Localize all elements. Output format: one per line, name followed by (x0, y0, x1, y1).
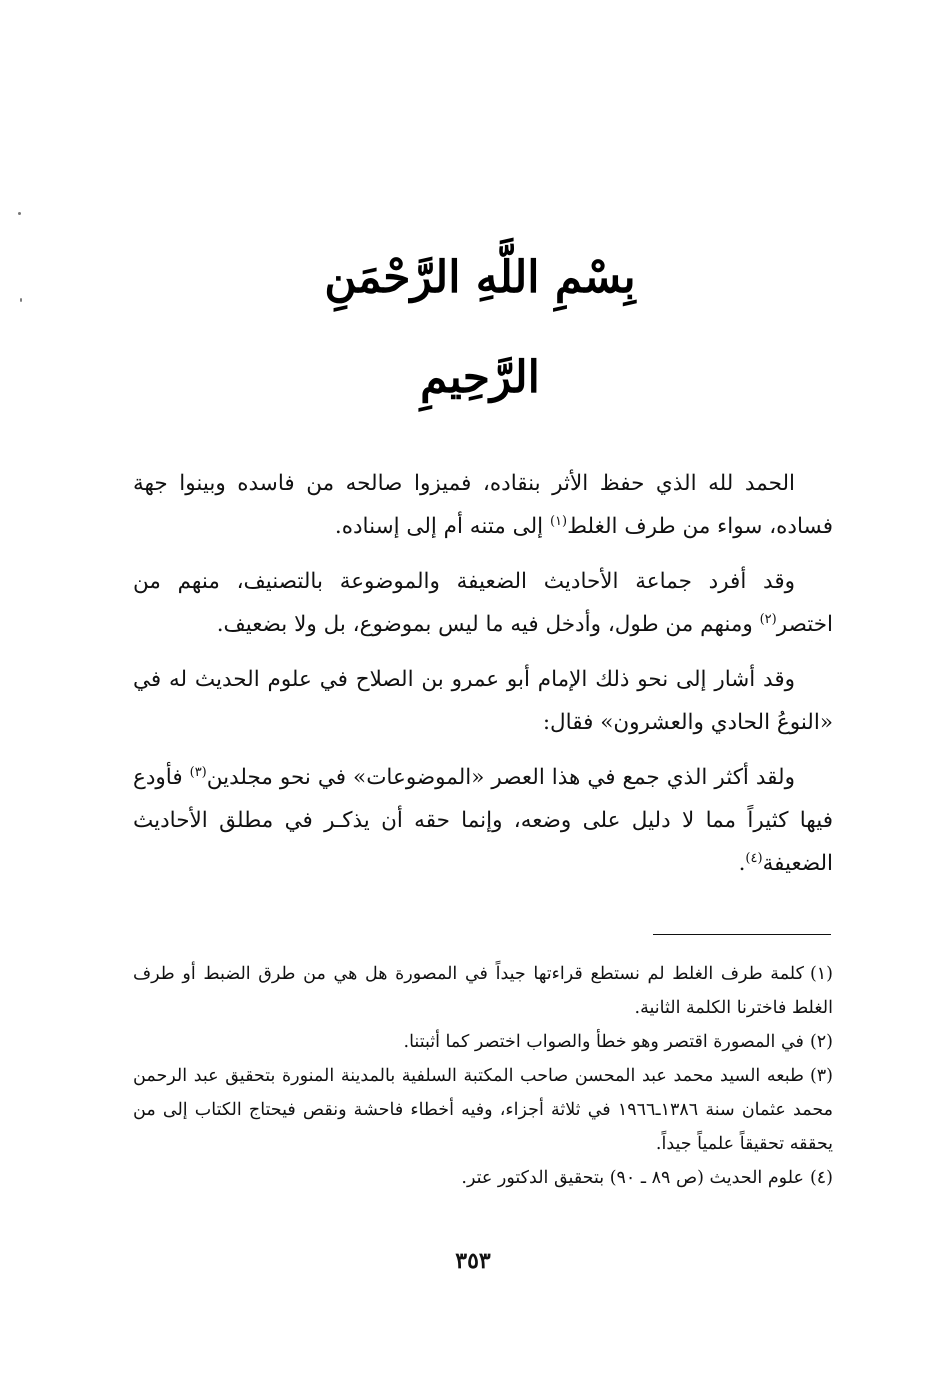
paragraph-4-quote (133, 756, 833, 885)
footnote-1 (133, 957, 833, 1025)
footnote-text: طبعه السيد محمد عبد المحسن صاحب المكتبة السلفية بالمدينة المنورة بتحقيق عبد الرحمن محمد عثمان سنة ١٣٨٦ـ١٩٦٦ في ثلاثة أجزاء، وفيه أخطاء فاحشة ونقص فيحتاج الكتاب إلى من يحققه تحقيقاً علمياً جيداً. (133, 1066, 833, 1154)
footnote-3 (133, 1059, 833, 1161)
footnotes (133, 957, 833, 1195)
paragraph-1-tail: إلى متنه أم إلى إسناده. (334, 514, 550, 539)
scan-speck (20, 298, 22, 302)
paragraph-2-text: وقد أفرد جماعة الأحاديث الضعيفة والموضوعة بالتصنيف، منهم من اختصر (133, 569, 833, 637)
footnote-number: (٤) (809, 1168, 833, 1188)
footnote-ref-2: (٢) (759, 611, 777, 627)
page-number: ٣٥٣ (455, 1248, 491, 1274)
footnote-ref-4: (٤) (745, 850, 763, 866)
footnote-ref-3: (٣) (189, 764, 207, 780)
footnote-number: (٣) (809, 1066, 833, 1086)
footnote-4 (133, 1161, 833, 1195)
footnote-text: علوم الحديث (ص ٨٩ ـ ٩٠) بتحقيق الدكتور عتر. (461, 1168, 804, 1188)
footnote-text: كلمة طرف الغلط لم نستطع قراءتها جيداً في المصورة هل هي من طرق الضبط أو طرف الغلط فاخترنا الكلمة الثانية. (133, 964, 833, 1018)
paragraph-2 (133, 560, 833, 646)
paragraph-3-text: وقد أشار إلى نحو ذلك الإمام أبو عمرو بن الصلاح في علوم الحديث له في «النوعُ الحادي والعشرون» فقال: (133, 667, 833, 735)
footnote-divider (653, 934, 831, 935)
paragraph-1-text: الحمد لله الذي حفظ الأثر بنقاده، فميزوا صالحه من فاسده وبينوا جهة فساده، سواء من طرف الغلط (133, 471, 833, 539)
footnote-text: في المصورة اقتصر وهو خطأ والصواب اختصر كما أثبتنا. (403, 1032, 804, 1052)
paragraph-4-end: . (738, 851, 746, 876)
basmala-heading: بِسْمِ اللَّهِ الرَّحْمَنِ الرَّحِيمِ (324, 252, 636, 403)
footnote-number: (١) (809, 964, 833, 984)
paragraph-2-tail: ومنهم من طول، وأدخل فيه ما ليس بموضوع، بل ولا بضعيف. (216, 612, 760, 637)
paragraph-4-tail: فأودع فيها كثيراً مما لا دليل على وضعه، وإنما حقه أن يذكـر في مطلق الأحاديث الضعيفة (133, 765, 833, 876)
scan-speck (18, 212, 21, 215)
paragraph-1 (133, 462, 833, 548)
paragraph-4-text: ولقد أكثر الذي جمع في هذا العصر «الموضوعات» في نحو مجلدين (206, 765, 795, 790)
paragraph-3 (133, 658, 833, 744)
footnote-ref-1: (١) (549, 513, 568, 529)
footnote-2 (133, 1025, 833, 1059)
footnote-number: (٢) (809, 1032, 833, 1052)
body-text (133, 462, 833, 897)
